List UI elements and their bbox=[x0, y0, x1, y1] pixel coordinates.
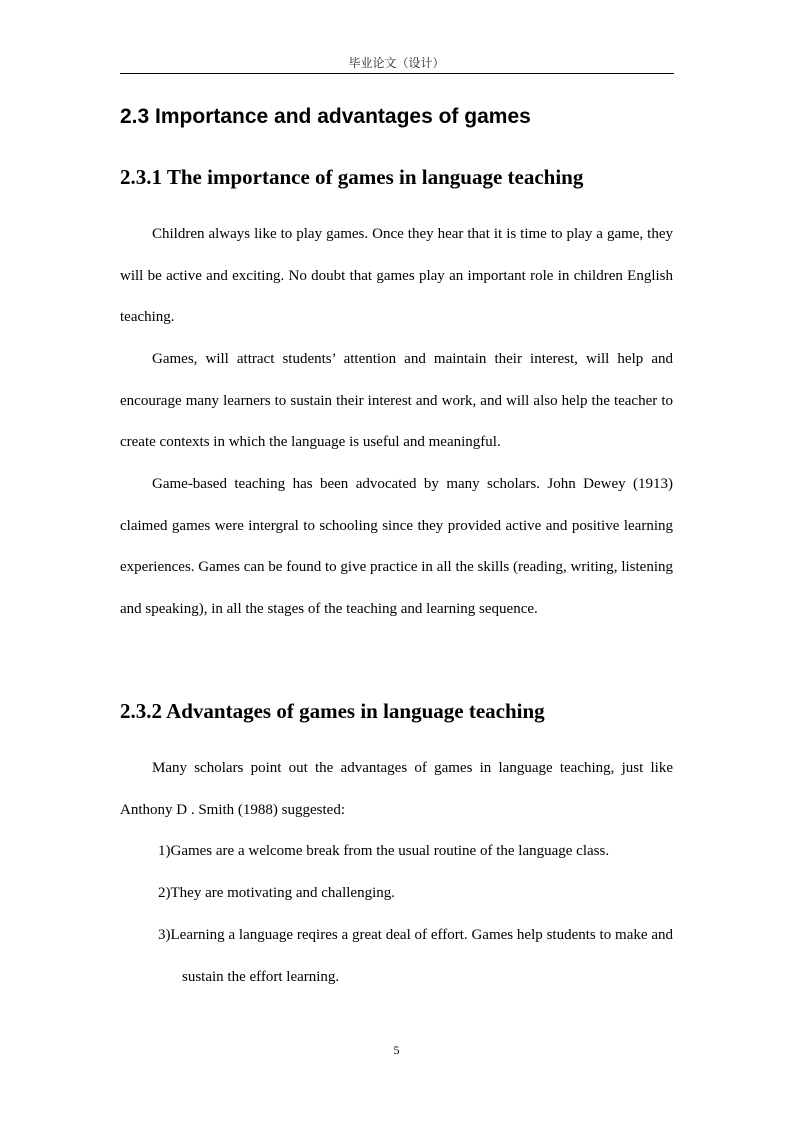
section-heading: 2.3 Importance and advantages of games bbox=[120, 105, 531, 128]
header-rule bbox=[120, 73, 674, 74]
paragraph-4: Many scholars point out the advantages of games in language teaching, just like Anthony D . Smith (1988) suggested: bbox=[120, 760, 673, 818]
page-header: 毕业论文（设计） bbox=[348, 56, 445, 70]
list-item-2: 2)They are motivating and challenging. bbox=[158, 885, 396, 901]
subsection-heading-1: 2.3.1 The importance of games in language teaching bbox=[120, 165, 584, 189]
paragraph-1: Children always like to play games. Once they hear that it is time to play a game, they will be active and exciting. No doubt that games play an important role in children English teaching. bbox=[120, 226, 673, 326]
page-number: 5 bbox=[393, 1043, 400, 1057]
paragraph-2: Games, will attract students’ attention and maintain their interest, will help and encourage many learners to sustain their interest and work, and will also help the teacher to create contexts in which the language is useful and meaningful. bbox=[120, 351, 673, 451]
list-item-1: 1)Games are a welcome break from the usual routine of the language class. bbox=[158, 843, 610, 859]
list-item-3: 3)Learning a language reqires a great deal of effort. Games help students to make and sustain the effort learning. bbox=[158, 927, 673, 985]
paragraph-3: Game-based teaching has been advocated by many scholars. John Dewey (1913) claimed games were intergral to schooling since they provided active and positive learning experiences. Games can be found to give practice in all the skills (reading, writing, listening and speaking), in all the stages of the teaching and learning sequence. bbox=[120, 476, 673, 617]
subsection-heading-2: 2.3.2 Advantages of games in language teaching bbox=[120, 699, 545, 723]
